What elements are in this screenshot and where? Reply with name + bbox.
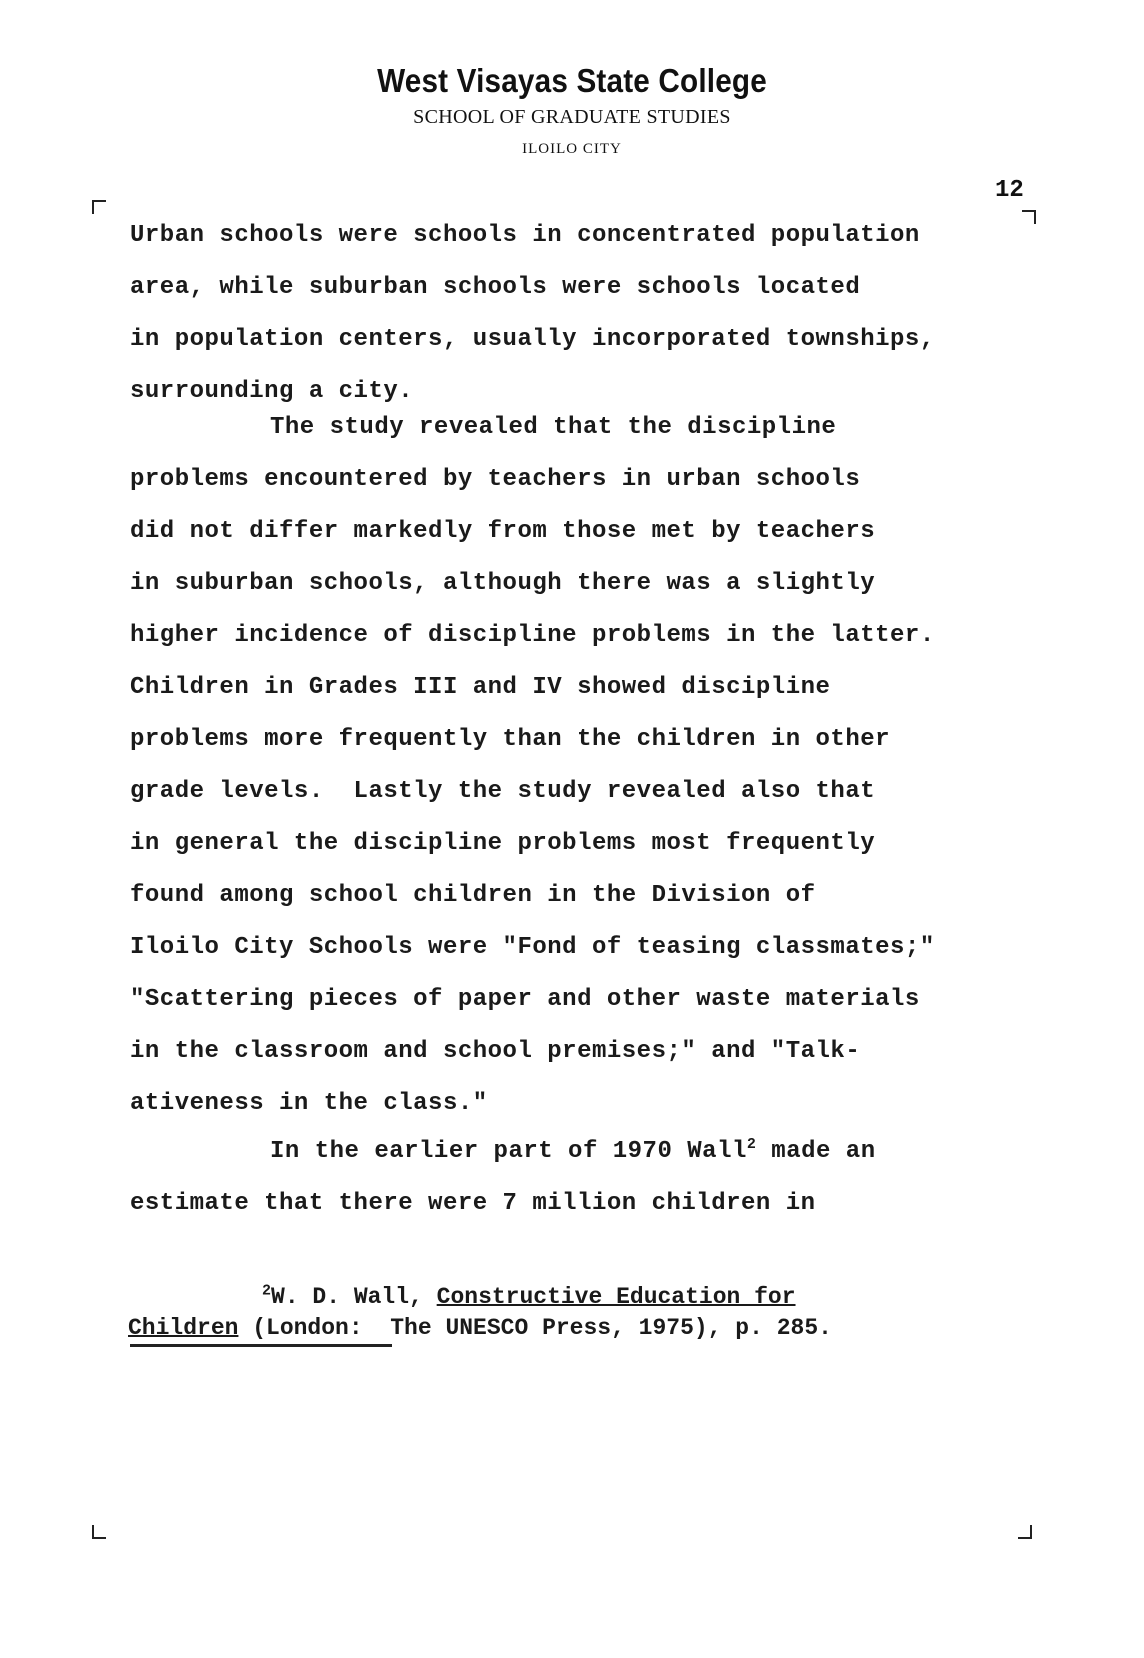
body-line: problems more frequently than the children in other [130, 726, 891, 753]
body-line: Iloilo City Schools were "Fond of teasing classmates;" [130, 934, 935, 961]
body-line: area, while suburban schools were schools located [130, 274, 861, 301]
footnote-author: W. D. Wall, [271, 1284, 437, 1310]
body-line-with-footnote-ref [270, 1138, 876, 1165]
footnote-line-2 [128, 1315, 832, 1341]
footnote-line-1 [262, 1284, 796, 1310]
body-line: in general the discipline problems most frequently [130, 830, 876, 857]
footnote-separator [130, 1344, 392, 1347]
crop-mark-top-left [92, 200, 106, 214]
footnote-title-part1: Constructive Education for [436, 1284, 796, 1310]
crop-mark-bottom-right [1018, 1525, 1032, 1539]
body-line: ativeness in the class." [130, 1090, 488, 1117]
city-name: ILOILO CITY [522, 141, 622, 157]
crop-mark-top-right [1022, 210, 1036, 224]
body-line: in the classroom and school premises;" and "Talk- [130, 1038, 861, 1065]
body-line: estimate that there were 7 million children in [130, 1190, 816, 1217]
body-line: in suburban schools, although there was a slightly [130, 570, 876, 597]
college-name: West Visayas State College [377, 62, 767, 99]
footnote-number: 2 [262, 1282, 272, 1300]
crop-mark-bottom-left [92, 1525, 106, 1539]
body-line: "Scattering pieces of paper and other waste materials [130, 986, 920, 1013]
body-line-tail: made an [756, 1138, 876, 1165]
body-line: The study revealed that the discipline [270, 414, 837, 441]
footnote-reference: 2 [746, 1136, 757, 1153]
body-line: Urban schools were schools in concentrated population [130, 222, 920, 249]
body-line: grade levels. Lastly the study revealed also that [130, 778, 876, 805]
body-line-text: In the earlier part of 1970 Wall [270, 1138, 747, 1165]
body-line: in population centers, usually incorporated townships, [130, 326, 935, 353]
body-line: higher incidence of discipline problems in the latter. [130, 622, 935, 649]
school-name: SCHOOL OF GRADUATE STUDIES [413, 106, 731, 128]
body-line: problems encountered by teachers in urban schools [130, 466, 861, 493]
page-number: 12 [995, 177, 1024, 204]
body-line: Children in Grades III and IV showed discipline [130, 674, 831, 701]
body-line: did not differ markedly from those met by teachers [130, 518, 876, 545]
body-line: surrounding a city. [130, 378, 414, 405]
footnote-citation: (London: The UNESCO Press, 1975), p. 285. [238, 1315, 832, 1341]
body-line: found among school children in the Division of [130, 882, 816, 909]
footnote-title-part2: Children [128, 1315, 239, 1341]
